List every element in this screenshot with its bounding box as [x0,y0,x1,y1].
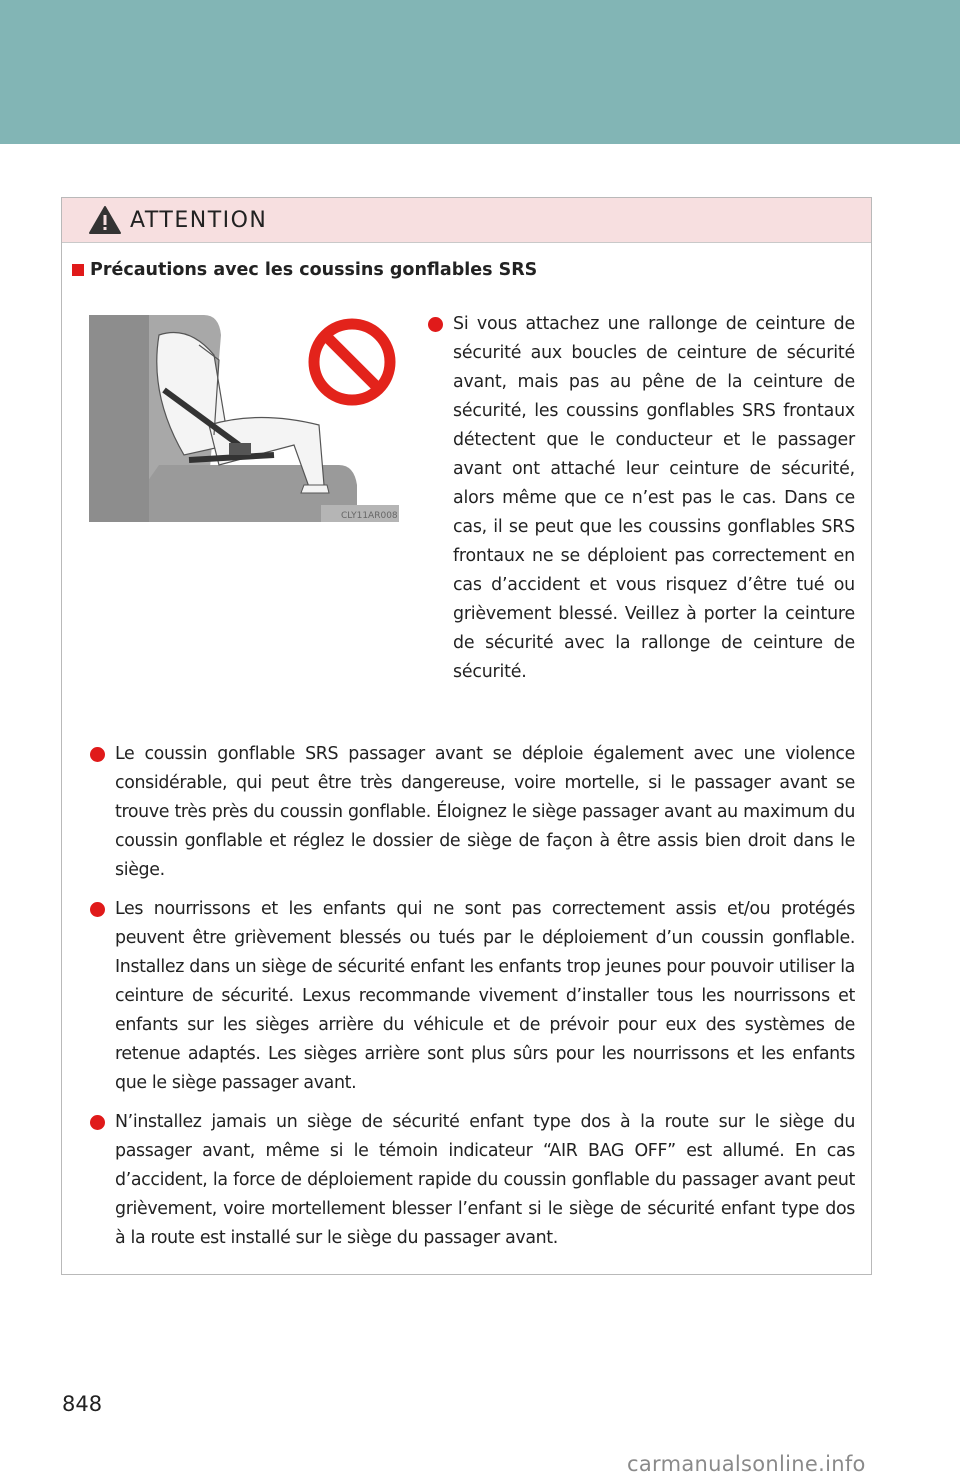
round-bullet-icon [90,902,105,917]
attention-box [61,197,872,1275]
bullet-paragraph-4: N’installez jamais un siège de sécurité enfant type dos à la route sur le siège du passager avant, même si le témoin indicateur “AIR BAG OFF” est allumé. En cas d’accident, la force de déploiement rapide du coussin gonflable du passager avant peut grièvement, voire mortellement blesser l’enfant si le siège de sécurité enfant type dos à la route est installé sur le siège du passager avant. [115,1108,855,1253]
warning-triangle-icon [88,205,122,235]
footer-watermark: carmanualsonline.info [627,1452,866,1476]
header-band [0,0,960,144]
section-heading [72,260,537,280]
illustration-code: CLY11AR008 [341,511,398,521]
bullet-paragraph-1: Si vous attachez une rallonge de ceinture de sécurité aux boucles de ceinture de sécurité avant, mais pas au pêne de la ceinture de sécurité, les coussins gonflables SRS frontaux détectent que le conducteur et le passager avant ont attaché leur ceinture de sécurité, alors même que ce n’est pas le cas. Dans ce cas, il se peut que les coussins gonflables SRS frontaux ne se déploient pas correctement en cas d’accident et vous risquez d’être tué ou grièvement blessé. Veillez à porter la ceinture de sécurité avec la rallonge de ceinture de sécurité. [453,310,855,687]
attention-header [62,198,871,243]
bullet-paragraph-2: Le coussin gonflable SRS passager avant se déploie également avec une violence considérable, qui peut être très dangereuse, voire mortelle, si le passager avant se trouve très près du coussin gonflable. Éloignez le siège passager avant au maximum du coussin gonflable et réglez le dossier de siège de façon à être assis bien droit dans le siège. [115,740,855,885]
seatbelt-illustration [89,315,399,522]
round-bullet-icon [90,747,105,762]
round-bullet-icon [90,1115,105,1130]
bullet-paragraph-3: Les nourrissons et les enfants qui ne sont pas correctement assis et/ou protégés peuvent être grièvement blessés ou tués par le déploiement d’un coussin gonflable. Installez dans un siège de sécurité enfant les enfants trop jeunes pour pouvoir utiliser la ceinture de sécurité. Lexus recommande vivement d’installer tous les nourrissons et enfants sur les sièges arrière du véhicule et de prévoir pour eux des systèmes de retenue adaptés. Les sièges arrière sont plus sûrs pour les nourrissons et les enfants que le siège passager avant. [115,895,855,1098]
square-bullet-icon [72,264,84,276]
section-heading-text: Précautions avec les coussins gonflables SRS [90,260,538,280]
attention-title: ATTENTION [130,207,268,233]
round-bullet-icon [428,317,443,332]
page-number: 848 [62,1392,103,1416]
